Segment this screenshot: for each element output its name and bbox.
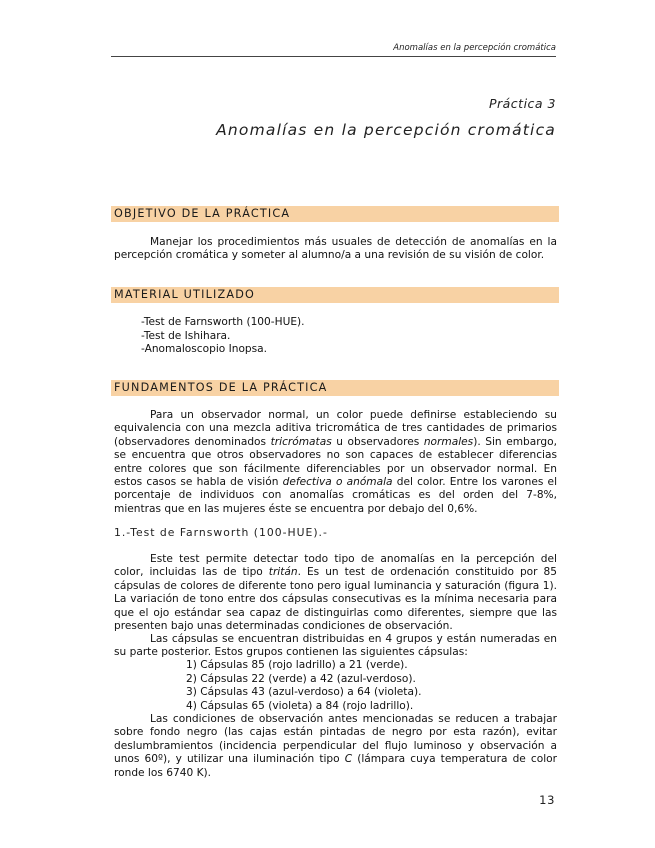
subheading-farnsworth: 1.-Test de Farnsworth (100-HUE).- [114, 526, 328, 539]
fundamentals-paragraph: Para un observador normal, un color puede definirse estableciendo su equivalencia con una mezcla aditiva tricromática de tres cantidades de primarios (observadores denominados tricrómatas u observadores normales). Sin embargo, se encuentra que otros observadores no son capaces de establecer diferencias entre colores que son fácilmente diferenciables por un observador normal. En estos casos se habla de visión defectiva o anómala del color. Entre los varones el porcentaje de individuos con anomalías cromáticas es del orden del 7-8%, mientras que en las mujeres éste se encuentra por debajo del 0,6%. [114, 409, 558, 515]
farnsworth-paragraph-3: Las condiciones de observación antes mencionadas se reducen a trabajar sobre fondo negro (las cajas están pintadas de negro por esta razón), evitar deslumbramientos (incidencia perpendicular del flujo luminoso y observación a unos 60º), y utilizar una iluminación tipo C (lámpara cuya temperatura de color ronde los 6740 K). [114, 713, 557, 779]
material-item: -Test de Ishihara. [141, 330, 231, 342]
page-number: 13 [539, 793, 555, 807]
section-heading-objective: OBJETIVO DE LA PRÁCTICA [111, 206, 559, 222]
term-defectiva: defectiva o anómala [282, 476, 393, 489]
objective-paragraph: Manejar los procedimientos más usuales de detección de anomalías en la percepción cromática y someter al alumno/a a una revisión de su visión de color. [114, 236, 557, 262]
running-header: Anomalías en la percepción cromática [393, 43, 556, 53]
material-item: -Test de Farnsworth (100-HUE). [141, 316, 305, 328]
capsule-group-item: 3) Cápsulas 43 (azul-verdoso) a 64 (violeta). [186, 686, 422, 698]
section-heading-materials: MATERIAL UTILIZADO [111, 287, 559, 303]
term-illuminant-c: C [344, 753, 353, 766]
term-tricromatas: tricrómatas [270, 435, 332, 448]
material-item: -Anomaloscopio Inopsa. [141, 343, 268, 355]
section-heading-fundamentals: FUNDAMENTOS DE LA PRÁCTICA [111, 380, 559, 396]
capsule-group-item: 2) Cápsulas 22 (verde) a 42 (azul-verdoso). [186, 673, 416, 685]
farnsworth-paragraph-1: Este test permite detectar todo tipo de anomalías en la percepción del color, incluidas las de tipo tritán. Es un test de ordenación constituido por 85 cápsulas de colores de diferente tono pero igual luminancia y saturación (figura 1). La variación de tono entre dos cápsulas consecutivas es la mínima necesaria para que el ojo estándar sea capaz de distinguirlas como diferentes, siempre que las presenten bajo unas determinadas condiciones de observación. [114, 553, 557, 633]
practice-title: Anomalías en la percepción cromática [216, 121, 556, 139]
capsule-group-item: 1) Cápsulas 85 (rojo ladrillo) a 21 (verde). [186, 659, 408, 671]
term-tritan: tritán [268, 566, 298, 579]
header-rule [111, 56, 556, 57]
practice-number: Práctica 3 [488, 96, 556, 111]
term-normales: normales [423, 435, 474, 448]
capsule-group-item: 4) Cápsulas 65 (violeta) a 84 (rojo ladrillo). [186, 700, 414, 712]
farnsworth-paragraph-2: Las cápsulas se encuentran distribuidas en 4 grupos y están numeradas en su parte posterior. Estos grupos contienen las siguientes cápsulas: [114, 633, 557, 659]
